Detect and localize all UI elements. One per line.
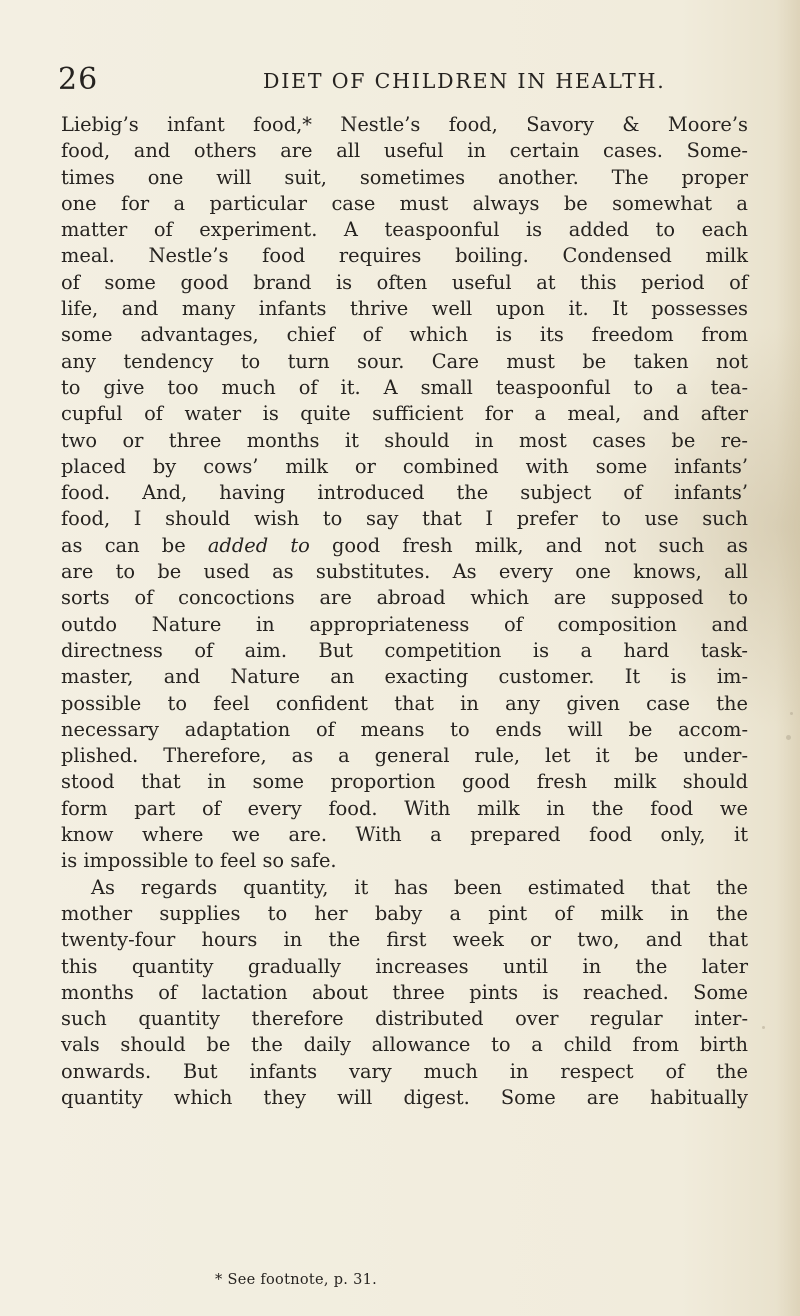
text-line: such quantity therefore distributed over regular inter- [61,1007,748,1031]
text-line: Liebig’s infant food,* Nestle’s food, Savory & Moore’s [61,113,748,136]
body-text [61,112,748,1111]
text-line: sorts of concoctions are abroad which are supposed to [61,586,748,610]
text-line: some advantages, chief of which is its freedom from [61,323,748,347]
text-line: food. And, having introduced the subject of infants’ [61,481,748,505]
text-line: directness of aim. But competition is a hard task- [61,638,748,662]
text-line: of some good brand is often useful at this period of [61,270,748,294]
text-line: food, and others are all useful in certain cases. Some- [61,139,748,163]
page-header [58,62,748,102]
text-line: matter of experiment. A teaspoonful is added to each [61,218,748,242]
text-line-with-italic [61,533,748,559]
text-line: any tendency to turn sour. Care must be taken not [61,349,748,373]
text-line: As regards quantity, it has been estimated that the [91,875,748,899]
paragraph [61,875,748,1112]
text-line: stood that in some proportion good fresh milk should [61,770,748,794]
text-line: are to be used as substitutes. As every one knows, all [61,560,748,584]
text-line: meal. Nestle’s food requires boiling. Condensed milk [61,244,748,268]
text-line: onwards. But infants vary much in respect of the [61,1059,748,1083]
text-segment: good fresh milk, and not such as [309,533,748,557]
running-title: DIET OF CHILDREN IN HEALTH. [263,69,666,93]
text-line: months of lactation about three pints is reached. Some [61,980,748,1004]
text-line: life, and many infants thrive well upon it. It possesses [61,297,748,321]
paper-speck [762,1026,765,1029]
text-line: this quantity gradually increases until in the later [61,954,748,978]
text-line: to give too much of it. A small teaspoonful to a tea- [61,375,748,399]
text-line: necessary adaptation of means to ends will be accom- [61,717,748,741]
text-line: vals should be the daily allowance to a child from birth [61,1033,748,1057]
text-line: food, I should wish to say that I prefer to use such [61,507,748,531]
text-line: twenty-four hours in the first week or two, and that [61,928,748,952]
text-line: times one will suit, sometimes another. The proper [61,165,748,189]
text-line: one for a particular case must always be somewhat a [61,191,748,215]
text-line: placed by cows’ milk or combined with some infants’ [61,454,748,478]
text-line: possible to feel confident that in any given case the [61,691,748,715]
text-line: master, and Nature an exacting customer. It is im- [61,665,748,689]
page-number: 26 [58,62,99,97]
paragraph [61,112,748,875]
text-line: know where we are. With a prepared food only, it [61,823,748,847]
text-line: mother supplies to her baby a pint of milk in the [61,901,748,925]
text-line: quantity which they will digest. Some are habitually [61,1085,748,1109]
paper-speck [786,735,791,740]
text-line: outdo Nature in appropriateness of composition and [61,612,748,636]
text-line: two or three months it should in most cases be re- [61,428,748,452]
text-segment: as can be [61,533,208,557]
paper-speck [790,712,793,715]
text-line: cupful of water is quite sufficient for a meal, and after [61,402,748,426]
footnote: * See footnote, p. 31. [215,1272,378,1288]
text-line: is impossible to feel so safe. [61,849,337,873]
text-line: plished. Therefore, as a general rule, let it be under- [61,744,748,768]
italic-phrase: added to [207,533,310,557]
text-line: form part of every food. With milk in the food we [61,796,748,820]
